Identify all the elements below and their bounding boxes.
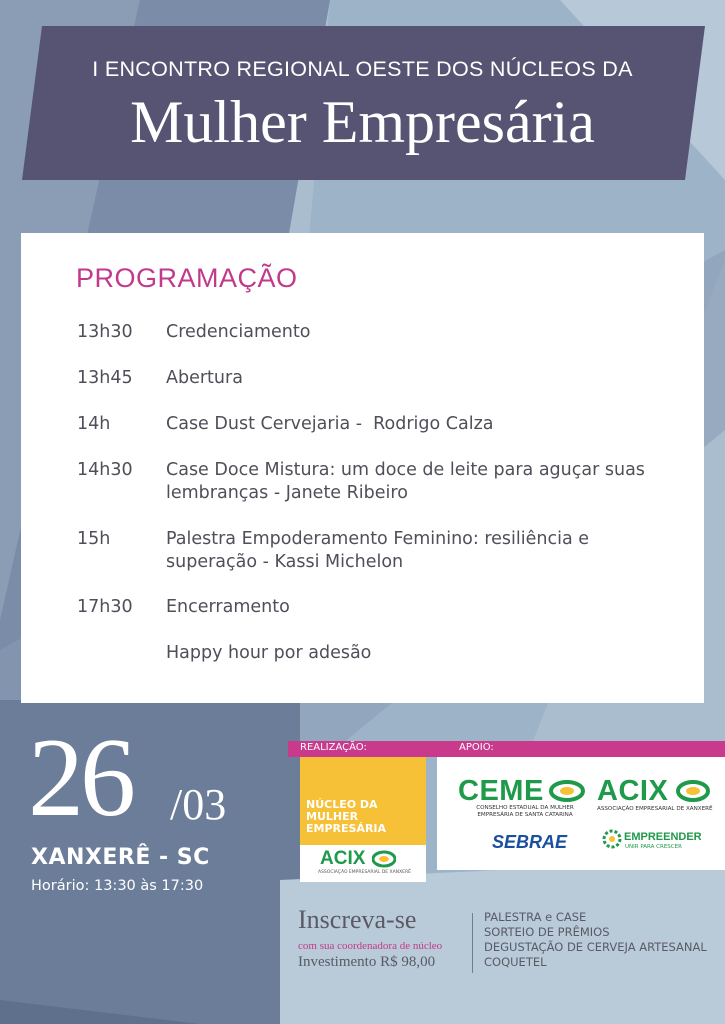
acix-swirl-icon <box>372 850 396 868</box>
extra-item: DEGUSTAÇÃO DE CERVEJA ARTESANAL <box>484 940 707 954</box>
program-desc: Abertura <box>166 368 243 388</box>
nucleo-logo-bottom <box>300 845 426 882</box>
program-time: 14h <box>77 414 111 434</box>
event-city: XANXERÊ - SC <box>31 845 210 870</box>
program-time: 17h30 <box>77 597 133 617</box>
acix-logo-sub: ASSOCIAÇÃO EMPRESARIAL DE XANXERÊ <box>597 806 713 812</box>
nucleo-logo-text: NÚCLEO DA MULHER EMPRESÁRIA <box>306 798 387 835</box>
program-desc: Case Doce Mistura: um doce de leite para aguçar suas lembranças - Janete Ribeiro <box>166 460 645 503</box>
sponsor-label-bar <box>288 741 725 757</box>
extra-item: PALESTRA e CASE <box>484 910 587 924</box>
ceme-logo-name: CEME <box>458 775 544 807</box>
program-time: 13h30 <box>77 322 133 342</box>
sebrae-logo: SEBRAE <box>492 832 568 852</box>
signup-investment: Investimento R$ 98,00 <box>298 954 436 970</box>
program-time: 14h30 <box>77 460 133 480</box>
program-heading: PROGRAMAÇÃO <box>76 263 298 293</box>
acix-logo-name: ACIX <box>597 775 669 807</box>
program-desc: Case Dust Cervejaria - Rodrigo Calza <box>166 414 494 434</box>
signup-divider <box>472 913 473 973</box>
event-title: Mulher Empresária <box>130 89 595 155</box>
acix-swirl-icon <box>675 779 711 803</box>
nucleo-logo-top <box>300 757 426 845</box>
empreender-name: EMPREENDER <box>624 831 702 843</box>
nucleo-logo <box>300 757 426 882</box>
program-time: 13h45 <box>77 368 133 388</box>
realizacao-label: REALIZAÇÃO: <box>300 742 367 753</box>
ceme-logo-sub: CONSELHO ESTADUAL DA MULHER EMPRESÁRIA DE SANTA CATARINA <box>476 805 574 818</box>
signup-subtitle: com sua coordenadora de núcleo <box>298 940 443 952</box>
ceme-swirl-icon <box>548 779 586 803</box>
acix-small-name: ACIX <box>320 848 366 869</box>
program-desc: Encerramento <box>166 597 290 617</box>
event-kicker: I ENCONTRO REGIONAL OESTE DOS NÚCLEOS DA <box>92 57 633 81</box>
signup-title: Inscreva-se <box>298 905 417 934</box>
program-desc: Credenciamento <box>166 322 311 342</box>
program-time: 15h <box>77 529 111 549</box>
extra-item: SORTEIO DE PRÊMIOS <box>484 925 610 939</box>
apoio-label: APOIO: <box>459 742 494 753</box>
program-card <box>21 233 704 703</box>
event-extras <box>484 910 707 970</box>
event-month: /03 <box>170 780 227 829</box>
empreender-circle-icon <box>602 829 622 849</box>
event-day: 26 <box>28 716 132 840</box>
empreender-tag: UNIR PARA CRESCER <box>625 844 682 850</box>
program-desc: Palestra Empoderamento Feminino: resiliência e superação - Kassi Michelon <box>166 529 589 572</box>
program-desc: Happy hour por adesão <box>166 643 372 663</box>
acix-small-sub: ASSOCIAÇÃO EMPRESARIAL DE XANXERÊ <box>318 870 411 875</box>
extra-item: COQUETEL <box>484 955 547 969</box>
event-hours: Horário: 13:30 às 17:30 <box>31 878 204 894</box>
